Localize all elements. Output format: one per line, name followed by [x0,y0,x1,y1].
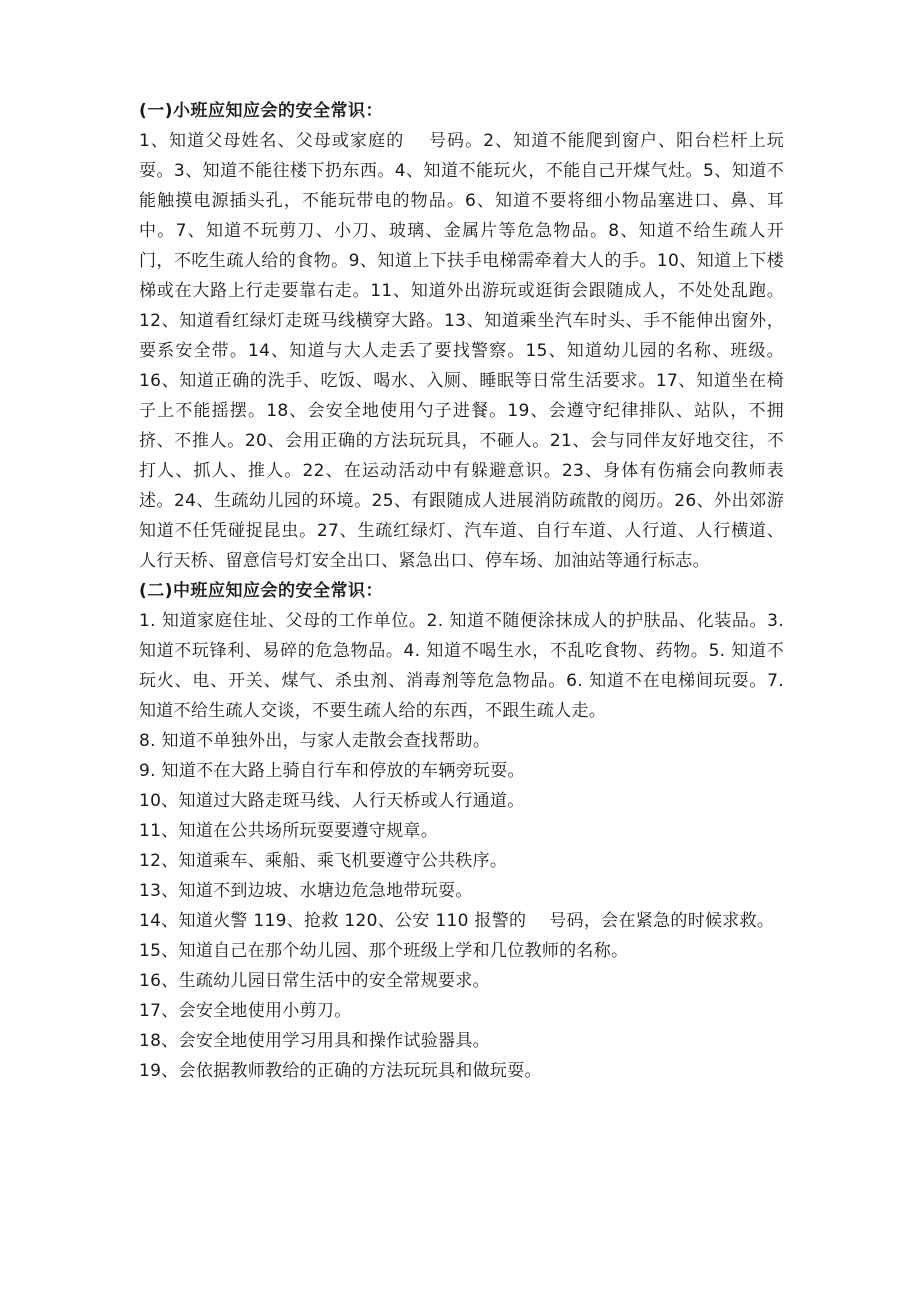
section1-body: 1、知道父母姓名、父母或家庭的 号码。2、知道不能爬到窗户、阳台栏杆上玩耍。3、知道不能往楼下扔东西。4、知道不能玩火，不能自己开煤气灶。5、知道不能触摸电源插头孔，不能玩带电的物品。6、知道不要将细小物品塞进口、鼻、耳中。7、知道不玩剪刀、小刀、玻璃、金属片等危急物品。8、知道不给生疏人开门，不吃生疏人给的食物。9、知道上下扶手电梯需牵着大人的手。10、知道上下楼梯或在大路上行走要靠右走。11、知道外出游玩或逛街会跟随成人，不处处乱跑。12、知道看红绿灯走斑马线横穿大路。13、知道乘坐汽车时头、手不能伸出窗外，要系安全带。14、知道与大人走丢了要找警察。15、知道幼儿园的名称、班级。16、知道正确的洗手、吃饭、喝水、入厕、睡眠等日常生活要求。17、知道坐在椅子上不能摇摆。18、会安全地使用勺子进餐。19、会遵守纪律排队、站队，不拥挤、不推人。20、会用正确的方法玩玩具，不砸人。21、会与同伴友好地交往，不打人、抓人、推人。22、在运动活动中有躲避意识。23、身体有伤痛会向教师表述。24、生疏幼儿园的环境。25、有跟随成人进展消防疏散的阅历。26、外出郊游知道不任凭碰捉昆虫。27、生疏红绿灯、汽车道、自行车道、人行道、人行横道、人行天桥、留意信号灯安全出口、紧急出口、停车场、加油站等通行标志。 [139,131,784,571]
section1-heading: (一)小班应知应会的安全常识： [139,101,384,121]
section2-item-16: 16、生疏幼儿园日常生活中的安全常规要求。 [139,971,490,991]
section2-item-9: 9. 知道不在大路上骑自行车和停放的车辆旁玩耍。 [139,761,525,781]
section2-item-12: 12、知道乘车、乘船、乘飞机要遵守公共秩序。 [139,851,508,871]
section2-item-14: 14、知道火警 119、抢救 120、公安 110 报警的 号码，会在紧急的时候求救。 [139,911,775,931]
document-page [139,96,784,1086]
section2-item-19: 19、会依据教师教给的正确的方法玩玩具和做玩耍。 [139,1061,542,1081]
section2-item-8: 8. 知道不单独外出，与家人走散会查找帮助。 [139,731,491,751]
section2-item-15: 15、知道自己在那个幼儿园、那个班级上学和几位教师的名称。 [139,941,629,961]
section2-item-11: 11、知道在公共场所玩耍要遵守规章。 [139,821,439,841]
section2-item-18: 18、会安全地使用学习用具和操作试验器具。 [139,1031,490,1051]
section2-item-13: 13、知道不到边坡、水塘边危急地带玩耍。 [139,881,473,901]
section2-body: 1. 知道家庭住址、父母的工作单位。2. 知道不随便涂抹成人的护肤品、化装品。3. 知道不玩锋利、易碎的危急物品。4. 知道不喝生水，不乱吃食物、药物。5. 知道不玩火、电、开关、煤气、杀虫剂、消毒剂等危急物品。6. 知道不在电梯间玩耍。7. 知道不给生疏人交谈，不要生疏人给的东西，不跟生疏人走。 [139,611,784,721]
section2-heading: (二)中班应知应会的安全常识： [139,581,384,601]
section2-item-17: 17、会安全地使用小剪刀。 [139,1001,352,1021]
section2-item-10: 10、知道过大路走斑马线、人行天桥或人行通道。 [139,791,525,811]
